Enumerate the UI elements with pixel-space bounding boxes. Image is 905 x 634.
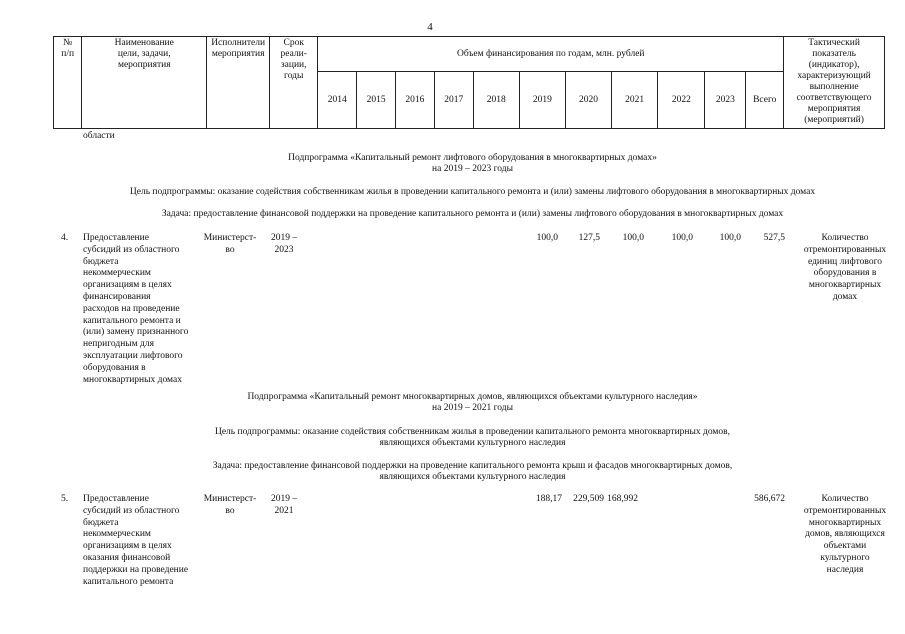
header-num: № п/п — [54, 37, 82, 129]
row-4-term: 2019 – 2023 — [270, 233, 298, 255]
row-4-executor: Министерст- во — [203, 233, 257, 255]
row-5-total: 586,672 — [754, 494, 785, 504]
row-5-value-2019: 188,17 — [535, 494, 562, 504]
page-number: 4 — [427, 21, 433, 33]
row-4-total: 527,5 — [763, 233, 785, 243]
header-year: 2016 — [395, 72, 434, 129]
header-name: Наименование цели, задачи, мероприятия — [82, 37, 207, 129]
row-4-value-2019: 100,0 — [536, 233, 558, 243]
row-5-num: 5. — [61, 494, 69, 504]
subprogram-2-period: на 2019 – 2021 годы — [432, 403, 513, 413]
header-term: Срок реали- зации, годы — [270, 37, 318, 129]
header-year: 2022 — [658, 72, 705, 129]
header-year: 2023 — [705, 72, 746, 129]
subprogram-2-goal-line2: являющихся объектами культурного наследия — [379, 438, 566, 448]
row-5-executor: Министерст- во — [203, 494, 257, 516]
header-executor: Исполнители мероприятия — [207, 37, 270, 129]
header-year: 2018 — [473, 72, 519, 129]
table-header — [53, 36, 885, 129]
header-year: 2020 — [565, 72, 611, 129]
row-4-value-2023: 100,0 — [719, 233, 741, 243]
header-funding: Объем финансирования по годам, млн. рублей — [318, 37, 784, 72]
subprogram-1-title: Подпрограмма «Капитальный ремонт лифтового оборудования в многоквартирных домах» — [288, 153, 657, 163]
header-year: 2021 — [612, 72, 658, 129]
subprogram-1-task: Задача: предоставление финансовой поддержки на проведение капитального ремонта и (или) замены лифтового оборудования в многоквартирных домах — [161, 209, 784, 219]
row-5-name: Предоставление субсидий из областного бюджета некоммерческим организациям в целях оказания финансовой поддержки на проведение капитального ремонта — [83, 494, 189, 587]
row-5-term: 2019 – 2021 — [270, 494, 298, 516]
row-4-num: 4. — [61, 233, 69, 243]
row-4-value-2022: 100,0 — [671, 233, 693, 243]
row-5-value-2021: 168,992 — [607, 494, 638, 504]
header-year: 2017 — [434, 72, 473, 129]
row-4-value-2020: 127,5 — [578, 233, 600, 243]
subprogram-2-goal-line1: Цель подпрограммы: оказание содействия собственникам жилья в проведении капитального ремонта многоквартирных домов, — [214, 427, 731, 437]
subprogram-1-goal: Цель подпрограммы: оказание содействия собственникам жилья в проведении капитального ремонта и (или) замены лифтового оборудования в многоквартирных домах — [129, 187, 816, 197]
row-5-value-2020: 229,509 — [573, 494, 604, 504]
row-4-value-2021: 100,0 — [622, 233, 644, 243]
header-year: 2014 — [318, 72, 357, 129]
header-total: Всего — [746, 72, 784, 129]
row-5-indicator: Количество отремонтированных многоквартирных домов, являющихся объектами культурного наследия — [803, 494, 887, 575]
row-4-indicator: Количество отремонтированных единиц лифтового оборудования в многоквартирных домах — [803, 233, 887, 302]
header-year: 2019 — [519, 72, 565, 129]
carryover-text: области — [83, 131, 115, 141]
subprogram-2-title: Подпрограмма «Капитальный ремонт многоквартирных домов, являющихся объектами культурного наследия» — [247, 392, 698, 402]
row-4-name: Предоставление субсидий из областного бюджета некоммерческим организациям в целях финансирования расходов на проведение капитального ремонта и (или) замену признанного непригодным для эксплуатации лифтового оборудования в многоквартирных домах — [83, 233, 189, 385]
subprogram-2-task-line1: Задача: предоставление финансовой поддержки на проведение капитального ремонта крыш и фасадов многоквартирных домов, — [212, 461, 733, 471]
header-indicator: Тактический показатель (индикатор), характеризующий выполнение соответствующего мероприятия (мероприятий) — [784, 37, 885, 129]
subprogram-2-task-line2: являющихся объектами культурного наследия — [379, 472, 566, 482]
subprogram-1-period: на 2019 – 2023 годы — [432, 164, 513, 174]
header-year: 2015 — [357, 72, 396, 129]
